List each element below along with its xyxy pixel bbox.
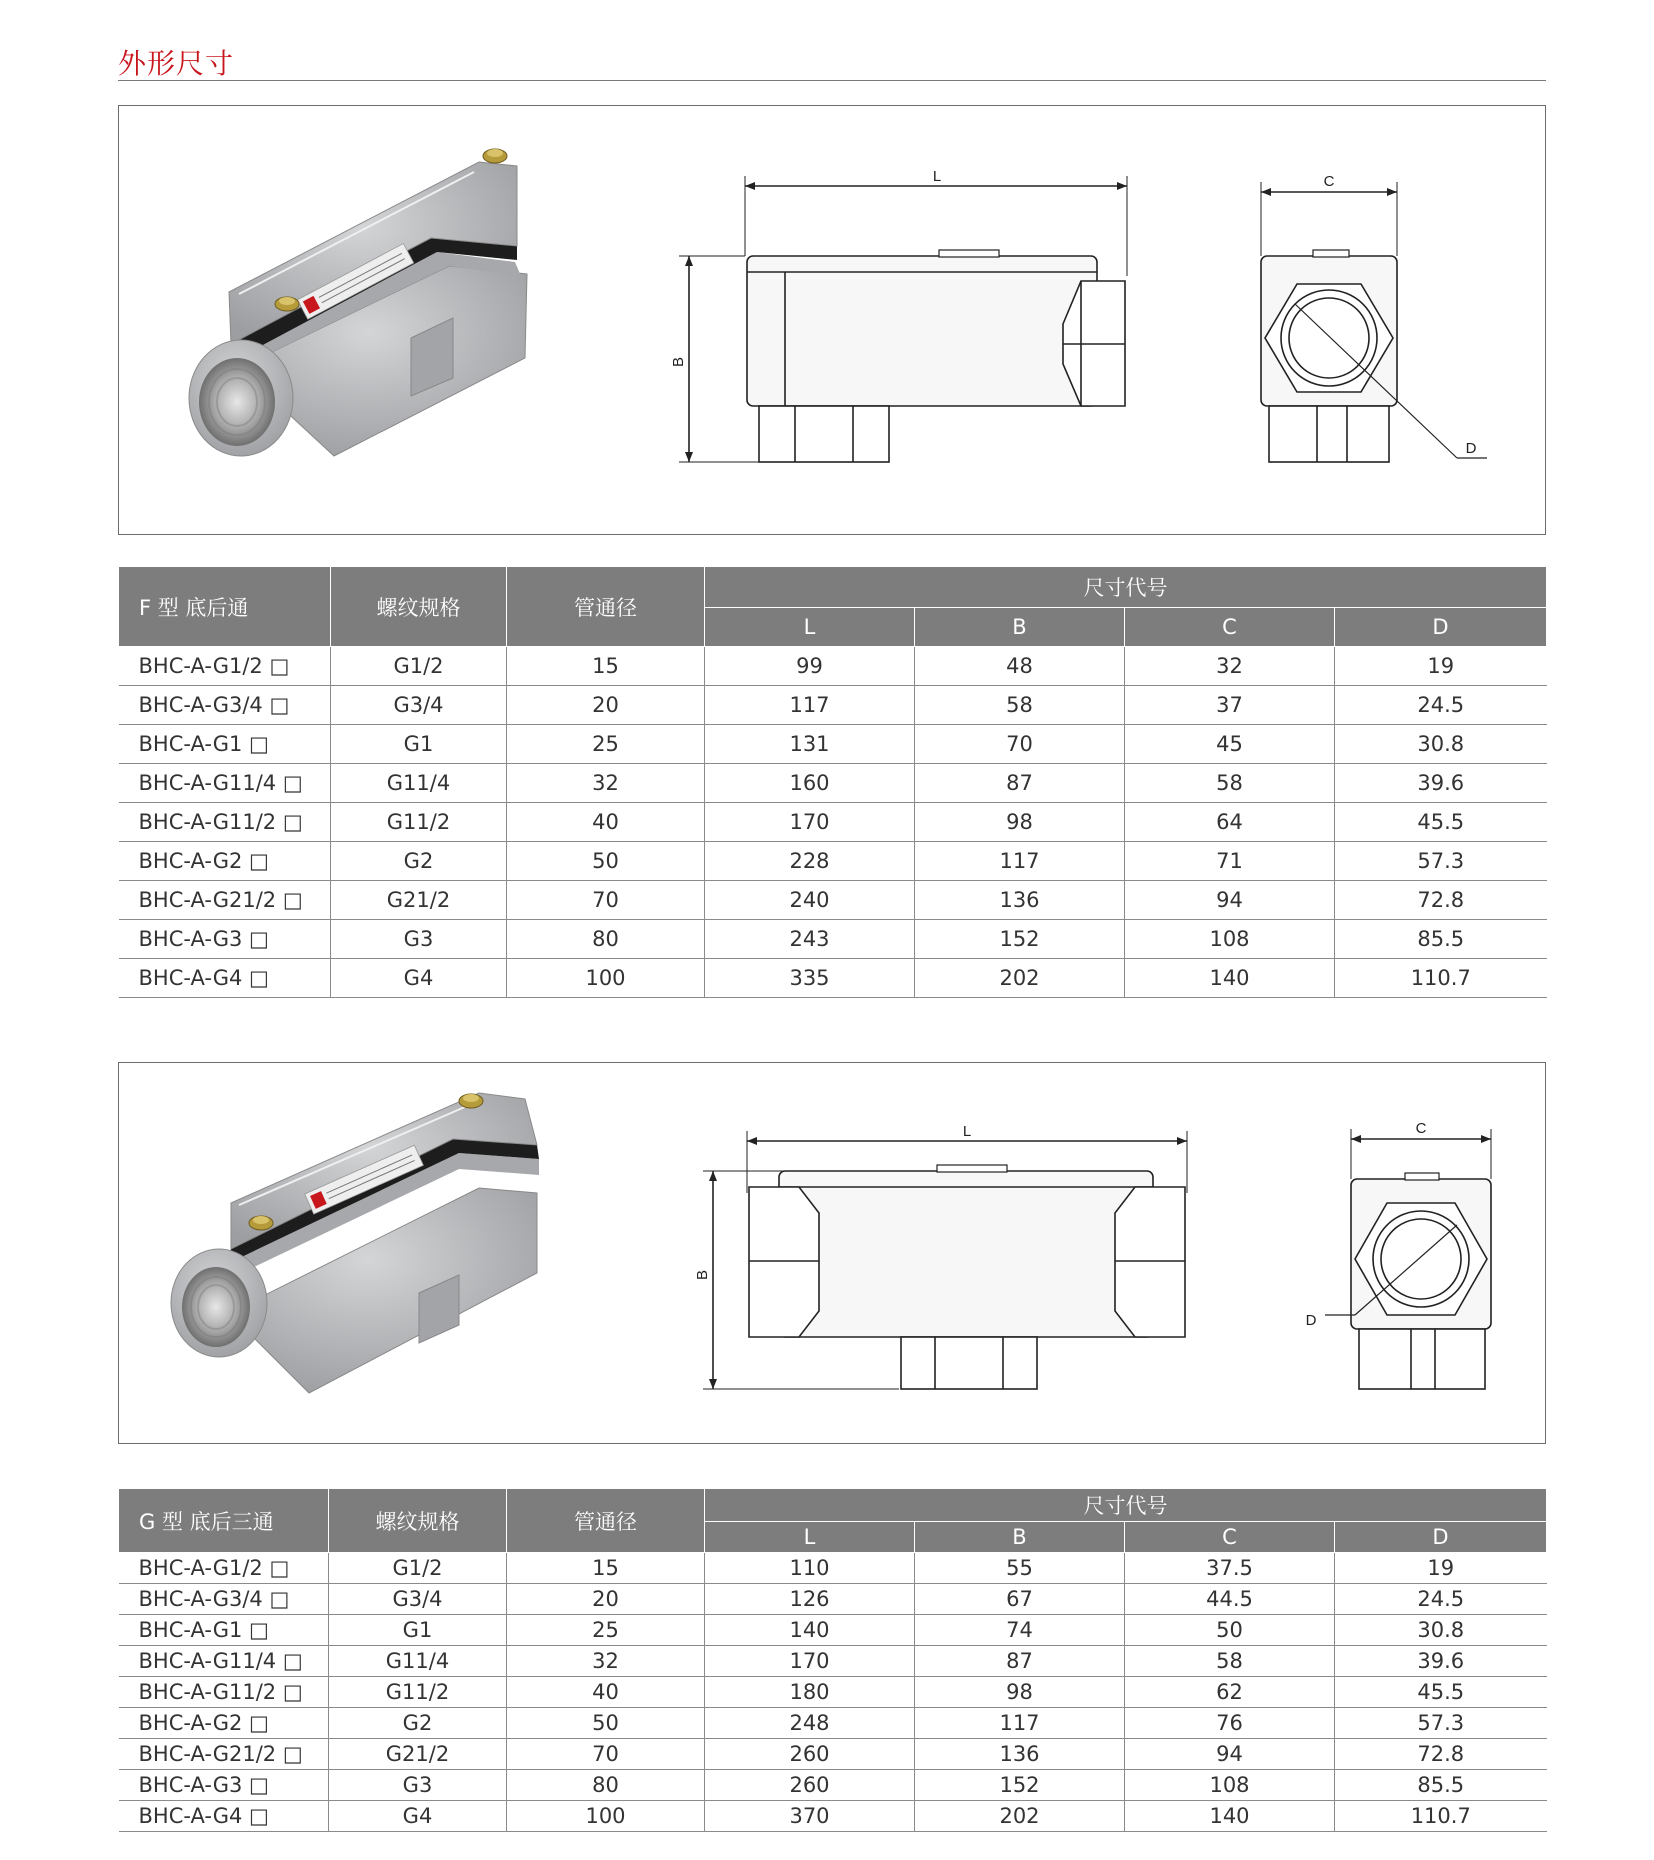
b-cell: 152 — [915, 1770, 1125, 1801]
bore-cell: 25 — [507, 1615, 705, 1646]
b-cell: 67 — [915, 1584, 1125, 1615]
model-cell: BHC-A-G3/4 □ — [119, 686, 331, 725]
c-cell: 37.5 — [1125, 1553, 1335, 1584]
b-cell: 202 — [915, 959, 1125, 998]
bore-cell: 50 — [507, 842, 705, 881]
bore-cell: 25 — [507, 725, 705, 764]
c-cell: 58 — [1125, 1646, 1335, 1677]
front-view-g — [1325, 1129, 1491, 1389]
figure-g-type-drawing — [119, 1063, 1545, 1443]
bore-cell: 100 — [507, 1801, 705, 1832]
thread-cell: G4 — [331, 959, 507, 998]
model-cell: BHC-A-G1 □ — [119, 725, 331, 764]
c-cell: 32 — [1125, 647, 1335, 686]
bore-cell: 40 — [507, 803, 705, 842]
model-cell: BHC-A-G11/2 □ — [119, 1677, 329, 1708]
dim-label-l: L — [932, 168, 942, 185]
dim-header-c: C — [1125, 1522, 1335, 1553]
front-view-f — [1261, 182, 1487, 462]
side-view-g — [703, 1131, 1187, 1389]
b-cell: 98 — [915, 1677, 1125, 1708]
bore-cell: 70 — [507, 881, 705, 920]
d-cell: 57.3 — [1335, 842, 1547, 881]
model-cell: BHC-A-G11/4 □ — [119, 1646, 329, 1677]
model-cell: BHC-A-G21/2 □ — [119, 881, 331, 920]
title-divider — [118, 80, 1546, 81]
l-cell: 170 — [705, 1646, 915, 1677]
model-cell: BHC-A-G11/4 □ — [119, 764, 331, 803]
l-cell: 126 — [705, 1584, 915, 1615]
c-cell: 108 — [1125, 1770, 1335, 1801]
d-cell: 45.5 — [1335, 1677, 1547, 1708]
bore-cell: 70 — [507, 1739, 705, 1770]
bore-cell: 80 — [507, 1770, 705, 1801]
c-cell: 37 — [1125, 686, 1335, 725]
table-row — [119, 1615, 1547, 1646]
d-cell: 72.8 — [1335, 881, 1547, 920]
l-cell: 170 — [705, 803, 915, 842]
table-row — [119, 1677, 1547, 1708]
l-cell: 180 — [705, 1677, 915, 1708]
b-cell: 48 — [915, 647, 1125, 686]
c-cell: 71 — [1125, 842, 1335, 881]
c-cell: 94 — [1125, 881, 1335, 920]
d-cell: 57.3 — [1335, 1708, 1547, 1739]
dim-header-l: L — [705, 1522, 915, 1553]
table-row — [119, 842, 1547, 881]
l-cell: 240 — [705, 881, 915, 920]
table-row — [119, 764, 1547, 803]
model-cell: BHC-A-G11/2 □ — [119, 803, 331, 842]
l-cell: 228 — [705, 842, 915, 881]
thread-header: 螺纹规格 — [331, 567, 507, 647]
bore-cell: 15 — [507, 1553, 705, 1584]
model-cell: BHC-A-G1 □ — [119, 1615, 329, 1646]
dim-header-b: B — [915, 1522, 1125, 1553]
b-cell: 87 — [915, 764, 1125, 803]
product-photo-f — [189, 149, 527, 456]
l-cell: 260 — [705, 1739, 915, 1770]
b-cell: 58 — [915, 686, 1125, 725]
d-cell: 110.7 — [1335, 1801, 1547, 1832]
c-cell: 50 — [1125, 1615, 1335, 1646]
model-cell: BHC-A-G2 □ — [119, 1708, 329, 1739]
thread-cell: G1/2 — [331, 647, 507, 686]
table-row — [119, 959, 1547, 998]
b-cell: 202 — [915, 1801, 1125, 1832]
d-cell: 45.5 — [1335, 803, 1547, 842]
model-cell: BHC-A-G1/2 □ — [119, 647, 331, 686]
bore-cell: 20 — [507, 1584, 705, 1615]
l-cell: 131 — [705, 725, 915, 764]
table-row — [119, 1801, 1547, 1832]
thread-cell: G11/2 — [329, 1677, 507, 1708]
bore-cell: 100 — [507, 959, 705, 998]
b-cell: 136 — [915, 1739, 1125, 1770]
table-row — [119, 1584, 1547, 1615]
d-cell: 85.5 — [1335, 920, 1547, 959]
b-cell: 136 — [915, 881, 1125, 920]
thread-cell: G3/4 — [329, 1584, 507, 1615]
l-cell: 335 — [705, 959, 915, 998]
c-cell: 62 — [1125, 1677, 1335, 1708]
model-cell: BHC-A-G4 □ — [119, 1801, 329, 1832]
l-cell: 117 — [705, 686, 915, 725]
c-cell: 44.5 — [1125, 1584, 1335, 1615]
thread-cell: G11/4 — [329, 1646, 507, 1677]
model-cell: BHC-A-G3/4 □ — [119, 1584, 329, 1615]
d-cell: 24.5 — [1335, 686, 1547, 725]
figure-f-type-drawing — [119, 106, 1545, 534]
c-cell: 45 — [1125, 725, 1335, 764]
spec-table-f — [118, 566, 1547, 998]
l-cell: 248 — [705, 1708, 915, 1739]
l-cell: 243 — [705, 920, 915, 959]
dim-header-c: C — [1125, 608, 1335, 647]
model-cell: BHC-A-G21/2 □ — [119, 1739, 329, 1770]
l-cell: 99 — [705, 647, 915, 686]
c-cell: 140 — [1125, 1801, 1335, 1832]
d-cell: 19 — [1335, 1553, 1547, 1584]
b-cell: 117 — [915, 842, 1125, 881]
table-row — [119, 1739, 1547, 1770]
l-cell: 160 — [705, 764, 915, 803]
dim-header-b: B — [915, 608, 1125, 647]
d-cell: 24.5 — [1335, 1584, 1547, 1615]
dim-label-l: L — [962, 1123, 972, 1140]
l-cell: 370 — [705, 1801, 915, 1832]
c-cell: 76 — [1125, 1708, 1335, 1739]
dim-label-b: B — [670, 356, 687, 368]
bore-header: 管通径 — [507, 567, 705, 647]
table-row — [119, 647, 1547, 686]
model-cell: BHC-A-G1/2 □ — [119, 1553, 329, 1584]
bore-cell: 15 — [507, 647, 705, 686]
thread-cell: G4 — [329, 1801, 507, 1832]
l-cell: 140 — [705, 1615, 915, 1646]
thread-cell: G2 — [329, 1708, 507, 1739]
thread-cell: G21/2 — [329, 1739, 507, 1770]
b-cell: 98 — [915, 803, 1125, 842]
thread-cell: G1 — [331, 725, 507, 764]
bore-header: 管通径 — [507, 1489, 705, 1553]
model-cell: BHC-A-G3 □ — [119, 1770, 329, 1801]
dim-label-c: C — [1323, 173, 1335, 190]
c-cell: 108 — [1125, 920, 1335, 959]
table-row — [119, 881, 1547, 920]
thread-cell: G3/4 — [331, 686, 507, 725]
thread-cell: G11/4 — [331, 764, 507, 803]
figure-g-type — [118, 1062, 1546, 1444]
l-cell: 110 — [705, 1553, 915, 1584]
dims-group-header: 尺寸代号 — [705, 567, 1547, 608]
model-header: F 型 底后通 — [119, 567, 331, 647]
thread-cell: G21/2 — [331, 881, 507, 920]
c-cell: 64 — [1125, 803, 1335, 842]
thread-cell: G3 — [329, 1770, 507, 1801]
thread-header: 螺纹规格 — [329, 1489, 507, 1553]
table-row — [119, 803, 1547, 842]
b-cell: 117 — [915, 1708, 1125, 1739]
dim-header-d: D — [1335, 608, 1547, 647]
model-cell: BHC-A-G4 □ — [119, 959, 331, 998]
d-cell: 39.6 — [1335, 764, 1547, 803]
product-photo-g — [171, 1093, 539, 1393]
table-row — [119, 686, 1547, 725]
d-cell: 30.8 — [1335, 1615, 1547, 1646]
bore-cell: 32 — [507, 1646, 705, 1677]
table-row — [119, 1770, 1547, 1801]
dim-header-l: L — [705, 608, 915, 647]
table-row — [119, 1646, 1547, 1677]
d-cell: 19 — [1335, 647, 1547, 686]
b-cell: 70 — [915, 725, 1125, 764]
dim-label-b: B — [694, 1269, 711, 1281]
bore-cell: 50 — [507, 1708, 705, 1739]
table-row — [119, 1553, 1547, 1584]
bore-cell: 32 — [507, 764, 705, 803]
thread-cell: G1/2 — [329, 1553, 507, 1584]
dims-group-header: 尺寸代号 — [705, 1489, 1547, 1522]
dim-label-d: D — [1305, 1312, 1317, 1329]
dim-label-c: C — [1415, 1120, 1427, 1137]
spec-table-g — [118, 1488, 1547, 1832]
bore-cell: 40 — [507, 1677, 705, 1708]
table-row — [119, 920, 1547, 959]
model-header: G 型 底后三通 — [119, 1489, 329, 1553]
thread-cell: G11/2 — [331, 803, 507, 842]
model-cell: BHC-A-G3 □ — [119, 920, 331, 959]
bore-cell: 20 — [507, 686, 705, 725]
model-cell: BHC-A-G2 □ — [119, 842, 331, 881]
thread-cell: G3 — [331, 920, 507, 959]
d-cell: 72.8 — [1335, 1739, 1547, 1770]
table-row — [119, 725, 1547, 764]
dim-label-d: D — [1465, 440, 1477, 457]
d-cell: 30.8 — [1335, 725, 1547, 764]
b-cell: 55 — [915, 1553, 1125, 1584]
c-cell: 140 — [1125, 959, 1335, 998]
page-title: 外形尺寸 — [118, 47, 235, 80]
b-cell: 87 — [915, 1646, 1125, 1677]
figure-f-type — [118, 105, 1546, 535]
b-cell: 152 — [915, 920, 1125, 959]
thread-cell: G1 — [329, 1615, 507, 1646]
c-cell: 58 — [1125, 764, 1335, 803]
bore-cell: 80 — [507, 920, 705, 959]
table-row — [119, 1708, 1547, 1739]
dim-header-d: D — [1335, 1522, 1547, 1553]
thread-cell: G2 — [331, 842, 507, 881]
side-view-f — [679, 176, 1127, 462]
d-cell: 110.7 — [1335, 959, 1547, 998]
c-cell: 94 — [1125, 1739, 1335, 1770]
d-cell: 85.5 — [1335, 1770, 1547, 1801]
b-cell: 74 — [915, 1615, 1125, 1646]
d-cell: 39.6 — [1335, 1646, 1547, 1677]
l-cell: 260 — [705, 1770, 915, 1801]
